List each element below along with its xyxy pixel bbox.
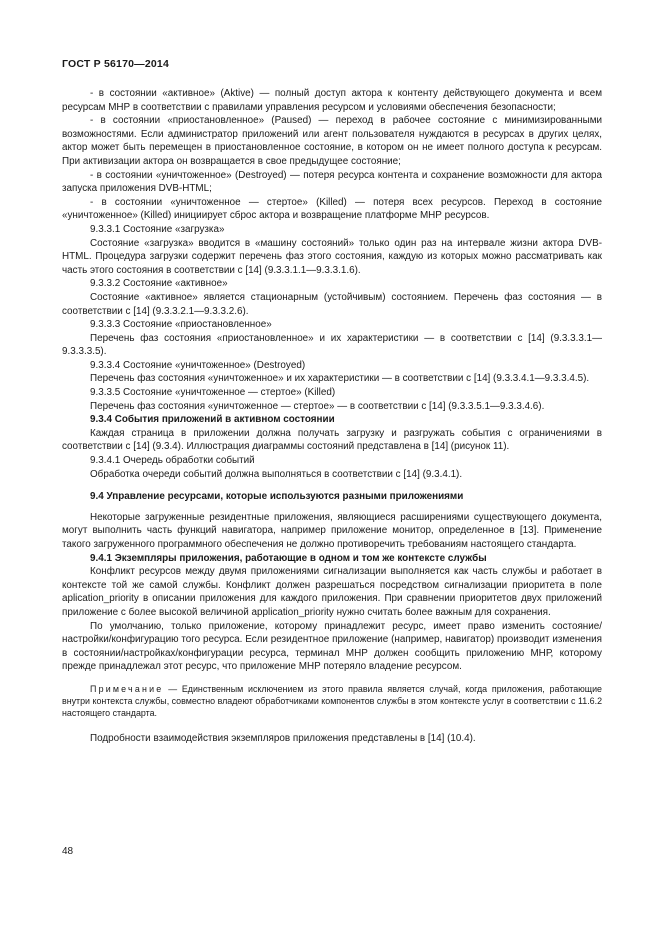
section-94-text: Некоторые загруженные резидентные приложения, являющиеся расширениями существующего документа, могут выполнить часть функций навигатора, например приложение монитор, определенное в [13]. Применение такого загруженного программного обеспечения не должно противоречить требованиям настоящего стандарта.: [62, 511, 602, 550]
section-9331-text: Состояние «загрузка» вводится в «машину состояний» только один раз на интервале жизни актора DVB-HTML. Процедура загрузки содержит перечень фаз этого состояния, каждую из которых можно рассматривать как часть этого состояния в соответствии с [14] (9.3.3.1.1—9.3.3.1.6).: [62, 237, 602, 276]
section-9334-text: Перечень фаз состояния «уничтоженное» и их характеристики — в соответствии с [14] (9.3.3.4.1—9.3.3.4.5).: [90, 373, 590, 385]
state-killed-item: - в состоянии «уничтоженное — стертое» (Killed) — потеря всех ресурсов. Переход в состояние «уничтоженное» (Killed) инициирует сброс актора и возвращение платформе МНР ресурсов.: [62, 196, 602, 222]
section-941-text-2: По умолчанию, только приложение, которому принадлежит ресурс, имеет право изменить состояние/настройки/конфигурацию того ресурса. Если резидентное приложение (например, навигатор) производит изменения в состоянии/настройках/конфигурации ресурса, терминал МНР должен сообщить приложению МНР, которому прежде принадлежал этот ресурс, что приложение МНР потеряло владение ресурсом.: [62, 620, 602, 673]
section-9333-text: Перечень фаз состояния «приостановленное» и их характеристики — в соответствии с [14] (9.3.3.3.1—9.3.3.3.5).: [62, 332, 602, 358]
section-9332-text: Состояние «активное» является стационарным (устойчивым) состоянием. Перечень фаз состояния — в соответствии с [14] (9.3.3.2.1—9.3.3.2.6).: [62, 291, 602, 317]
section-941-text-1: Конфликт ресурсов между двумя приложениями сигнализации выполняется как часть службы и работает в контексте той же самой службы. Конфликт должен разрешаться посредством сигнализации приоритета в поле aplication_priority в описании приложения для каждого приложения. При сравнении приоритетов двух приложений приложение с более высокой величиной application_priority нужно считать более важным для сохранения.: [62, 566, 602, 618]
note-text: — Единственным исключением из этого правила является случай, когда приложения, работающие внутри контекста службы, совместно владеют обработчиками компонентов службы в этом контексте услуг в соответствии с 11.6.2 настоящего стандарта.: [62, 683, 602, 719]
note-label: Примечание: [90, 683, 164, 694]
section-94-heading: 9.4 Управление ресурсами, которые используются разными приложениями: [90, 491, 464, 503]
state-paused-item: - в состоянии «приостановленное» (Paused) — переход в рабочее состояние с минимизированными возможностями. Если администратор приложений или агент пользователя нуждаются в ресурсах в других целях, актор может быть перемещен в приостановленное состояние, в котором он не имеет полного доступа к ресурсам. При активизации актора он возвращается в свое предыдущее состояние;: [62, 115, 602, 167]
section-9333-heading: 9.3.3.3 Состояние «приостановленное»: [90, 319, 272, 331]
state-active-item: - в состоянии «активное» (Aktive) — полный доступ актора к контенту действующего документа и всем ресурсам МНР в соответствии с правилами управления ресурсом и условиями обеспечения безопасности;: [62, 88, 602, 113]
section-9335-heading: 9.3.3.5 Состояние «уничтоженное — стертое» (Killed): [90, 387, 336, 399]
document-header: ГОСТ Р 56170—2014: [62, 58, 170, 70]
state-destroyed-item: - в состоянии «уничтоженное» (Destroyed) — потеря ресурса контента и сохранение возможности для актора запуска приложения DVB-HTML;: [62, 169, 602, 195]
section-9332-heading: 9.3.3.2 Состояние «активное»: [90, 278, 228, 290]
section-9341-heading: 9.3.4.1 Очередь обработки событий: [90, 455, 255, 467]
section-9331-heading: 9.3.3.1 Состояние «загрузка»: [90, 223, 225, 235]
final-paragraph: Подробности взаимодействия экземпляров приложения представлены в [14] (10.4).: [90, 732, 476, 744]
document-page: [62, 58, 602, 745]
section-9334-heading: 9.3.3.4 Состояние «уничтоженное» (Destroyed): [90, 359, 306, 371]
section-941-heading: 9.4.1 Экземпляры приложения, работающие в одном и том же контексте службы: [90, 552, 487, 564]
section-9341-text: Обработка очереди событий должна выполняться в соответствии с [14] (9.3.4.1).: [90, 468, 463, 480]
section-9335-text: Перечень фаз состояния «уничтоженное — стертое» — в соответствии с [14] (9.3.3.5.1—9.3.3.4.6).: [90, 400, 545, 412]
section-934-heading: 9.3.4 События приложений в активном состоянии: [90, 414, 335, 426]
page-number: 48: [62, 846, 74, 857]
section-934-text: Каждая страница в приложении должна получать загрузку и разгружать события с ограничениями в соответствии с [14] (9.3.4). Иллюстрация диаграммы состояний представлена в [14] (рисунок 11).: [62, 427, 602, 453]
note-block: [62, 683, 602, 720]
